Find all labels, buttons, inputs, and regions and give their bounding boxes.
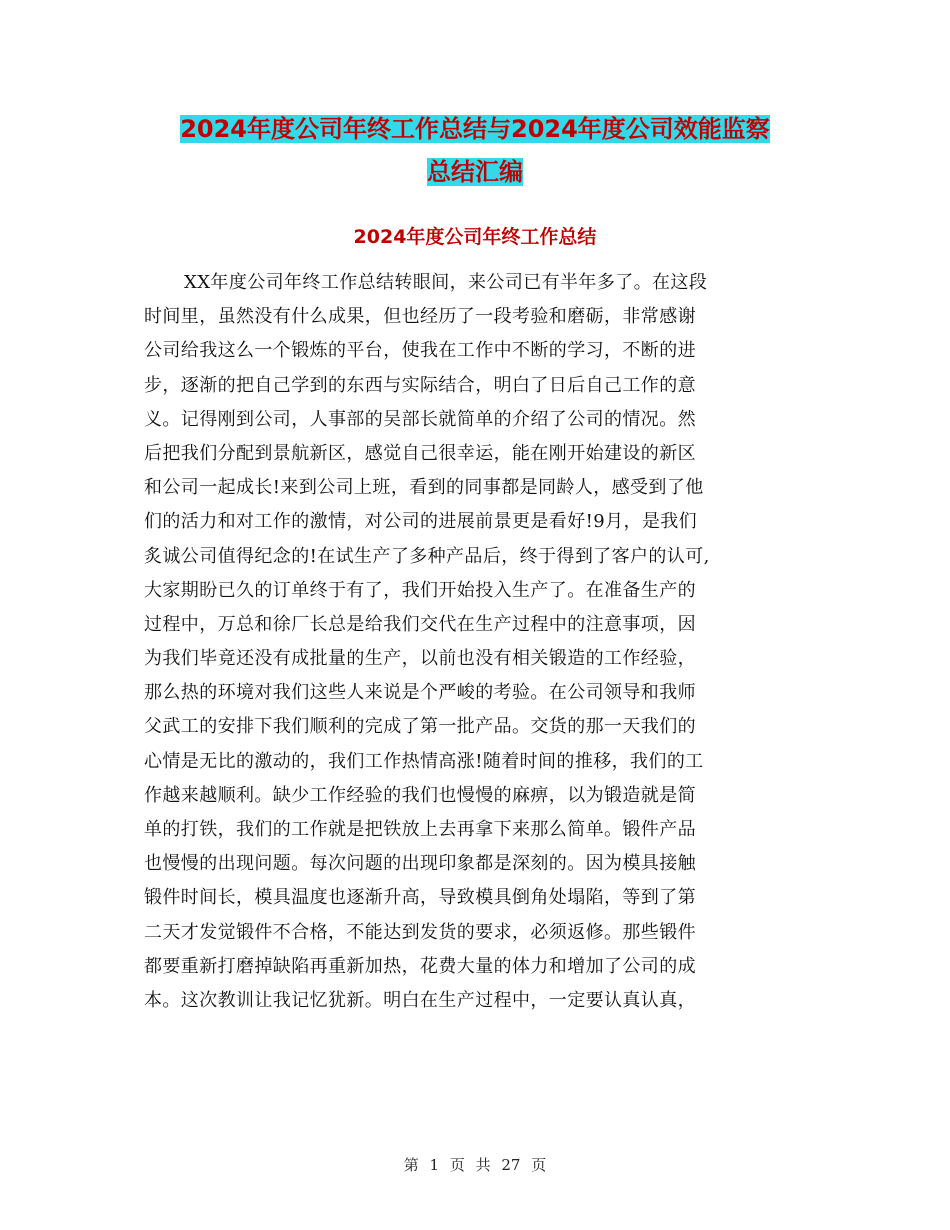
document-title-line-1: 2024年度公司年终工作总结与2024年度公司效能监察 <box>180 115 770 143</box>
body-line: 义。记得刚到公司，人事部的吴部长就简单的介绍了公司的情况。然 <box>144 408 696 430</box>
body-line: 单的打铁，我们的工作就是把铁放上去再拿下来那么简单。锻件产品 <box>144 819 696 840</box>
body-line: 炙诚公司值得纪念的!在试生产了多种产品后，终于得到了客户的认可, <box>144 545 710 567</box>
body-line: 那么热的环境对我们这些人来说是个严峻的考验。在公司领导和我师 <box>144 682 696 704</box>
body-line: 本。这次教训让我记忆犹新。明白在生产过程中，一定要认真认真， <box>144 989 696 1011</box>
body-line: 后把我们分配到景航新区，感觉自己很幸运，能在刚开始建设的新区 <box>144 442 696 464</box>
body-paragraph <box>144 266 824 1018</box>
body-line: 公司给我这么一个锻炼的平台，使我在工作中不断的学习，不断的进 <box>144 340 696 362</box>
body-line: 二天才发觉锻件不合格，不能达到发货的要求，必须返修。那些锻件 <box>144 921 696 943</box>
document-title-line-2: 总结汇编 <box>427 158 523 186</box>
body-line: 锻件时间长，模具温度也逐渐升高，导致模具倒角处塌陷，等到了第 <box>144 887 696 909</box>
document-title <box>0 108 950 194</box>
body-line: 步，逐渐的把自己学到的东西与实际结合，明白了日后自己工作的意 <box>144 374 696 396</box>
body-line: 们的活力和对工作的激情，对公司的进展前景更是看好!9月，是我们 <box>144 511 698 533</box>
body-line: 大家期盼已久的订单终于有了，我们开始投入生产了。在准备生产的 <box>144 579 696 601</box>
body-line: 作越来越顺利。缺少工作经验的我们也慢慢的麻痹，以为锻造就是简 <box>144 784 696 806</box>
body-line: 都要重新打磨掉缺陷再重新加热，花费大量的体力和增加了公司的成 <box>144 955 696 977</box>
page-number: 第 1 页 共 27 页 <box>403 1156 547 1174</box>
body-line: 为我们毕竟还没有成批量的生产，以前也没有相关锻造的工作经验， <box>144 648 696 670</box>
body-line: 时间里，虽然没有什么成果，但也经历了一段考验和磨砺，非常感谢 <box>144 306 696 328</box>
body-line: 父武工的安排下我们顺利的完成了第一批产品。交货的那一天我们的 <box>144 716 696 738</box>
section-title: 2024年度公司年终工作总结 <box>353 226 597 248</box>
body-line: XX年度公司年终工作总结转眼间，来公司已有半年多了。在这段 <box>184 272 708 293</box>
body-line: 心情是无比的激动的，我们工作热情高涨!随着时间的推移，我们的工 <box>144 750 704 772</box>
body-line: 和公司一起成长!来到公司上班，看到的同事都是同龄人，感受到了他 <box>144 477 704 499</box>
body-line: 过程中，万总和徐厂长总是给我们交代在生产过程中的注意事项，因 <box>144 613 696 635</box>
body-line: 也慢慢的出现问题。每次问题的出现印象都是深刻的。因为模具接触 <box>144 853 696 875</box>
